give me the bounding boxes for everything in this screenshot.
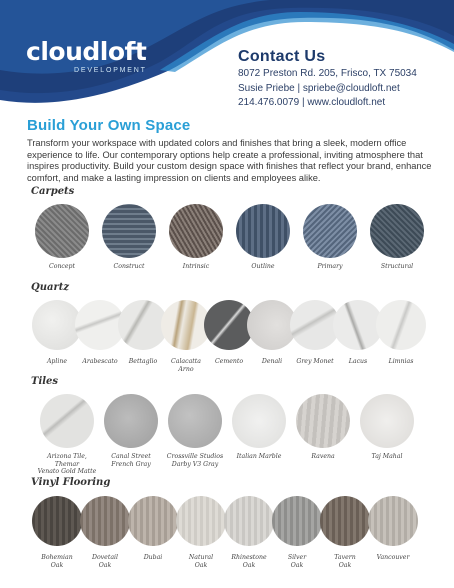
swatch-vinyl-bohemian-oak (32, 496, 82, 546)
swatch-carpet-primary (303, 204, 357, 258)
section-title-quartz: Quartz (31, 282, 70, 293)
swatch-tile-arizona-themar (40, 394, 94, 448)
label-vinyl-rhinestone-oak: Rhinestone Oak (231, 554, 267, 569)
swatch-vinyl-natural-oak (176, 496, 226, 546)
swatch-carpet-concept (35, 204, 89, 258)
label-quartz-arabescato: Arabescato (82, 358, 118, 365)
swatch-vinyl-silver-oak (272, 496, 322, 546)
label-carpet-outline: Outline (251, 263, 275, 270)
label-vinyl-dubai: Dubai (143, 554, 163, 561)
label-quartz-bettaglio: Bettaglio (128, 358, 158, 365)
label-tile-taj-mahal: Taj Mahal (371, 453, 403, 460)
label-tile-arizona-themar: Arizona Tile, Themar Venato Gold Matte (37, 453, 97, 476)
swatch-quartz-limnias (376, 300, 426, 350)
label-carpet-construct: Construct (113, 263, 145, 270)
contact-address: 8072 Preston Rd. 205, Frisco, TX 75034 (238, 68, 417, 79)
contact-person: Susie Priebe | spriebe@cloudloft.net (238, 82, 400, 94)
label-quartz-grey-monet: Grey Monet (296, 358, 334, 365)
label-carpet-primary: Primary (317, 263, 343, 270)
swatch-tile-taj-mahal (360, 394, 414, 448)
swatch-tile-canal-street (104, 394, 158, 448)
swatch-vinyl-dubai (128, 496, 178, 546)
contact-block (238, 47, 417, 111)
swatch-carpet-construct (102, 204, 156, 258)
label-vinyl-dovetail-oak: Dovetail Oak (92, 554, 118, 569)
section-title-tiles: Tiles (31, 376, 59, 387)
company-logo (26, 38, 147, 76)
swatch-carpet-outline (236, 204, 290, 258)
label-vinyl-bohemian-oak: Bohemian Oak (41, 554, 73, 569)
label-carpet-concept: Concept (48, 263, 76, 270)
label-vinyl-silver-oak: Silver Oak (287, 554, 307, 569)
label-quartz-cemento: Cemento (214, 358, 244, 365)
label-tile-canal-street: Canal Street French Gray (111, 453, 151, 468)
contact-title: Contact Us (238, 48, 326, 65)
intro-paragraph: Transform your workspace with updated colors and finishes that bring a sleek, modern office experience to life. Our contemporary options help create a professional, inviting atmosphere that inspires productivity. Build your custom design space with finishes that reflect your brand, enhance comfort, and make a lasting impression on clients and employees alike. (27, 138, 432, 183)
swatch-vinyl-dovetail-oak (80, 496, 130, 546)
label-quartz-limnias: Limnias (388, 358, 414, 365)
label-carpet-intrinsic: Intrinsic (182, 263, 210, 270)
label-vinyl-tavern-oak: Tavern Oak (334, 554, 356, 569)
label-quartz-apline: Apline (46, 358, 68, 365)
page-title: Build Your Own Space (27, 117, 191, 134)
logo-subtitle: DEVELOPMENT (74, 67, 147, 74)
section-title-carpets: Carpets (31, 186, 75, 197)
label-tile-italian-marble: Italian Marble (236, 453, 282, 460)
label-vinyl-natural-oak: Natural Oak (188, 554, 214, 569)
label-quartz-lacus: Lacus (348, 358, 368, 365)
label-vinyl-vancouver: Vancouver (376, 554, 410, 561)
label-tile-crossville-darby: Crossville Studios Darby V3 Gray (166, 453, 224, 468)
label-quartz-denali: Denali (261, 358, 283, 365)
label-quartz-calacatta-arno: Calacatta Arno (171, 358, 201, 373)
header-banner (0, 0, 454, 115)
label-carpet-structural: Structural (380, 263, 414, 270)
swatch-carpet-intrinsic (169, 204, 223, 258)
section-title-vinyl: Vinyl Flooring (31, 477, 111, 488)
swatch-vinyl-rhinestone-oak (224, 496, 274, 546)
contact-phone-web: 214.476.0079 | www.cloudloft.net (238, 97, 386, 108)
swatch-tile-italian-marble (232, 394, 286, 448)
logo-wordmark: cloudloft (26, 37, 147, 66)
label-tile-ravena: Ravena (311, 453, 335, 460)
swatch-carpet-structural (370, 204, 424, 258)
swatch-vinyl-tavern-oak (320, 496, 370, 546)
swatch-tile-ravena (296, 394, 350, 448)
swatch-tile-crossville-darby (168, 394, 222, 448)
swatch-vinyl-vancouver (368, 496, 418, 546)
